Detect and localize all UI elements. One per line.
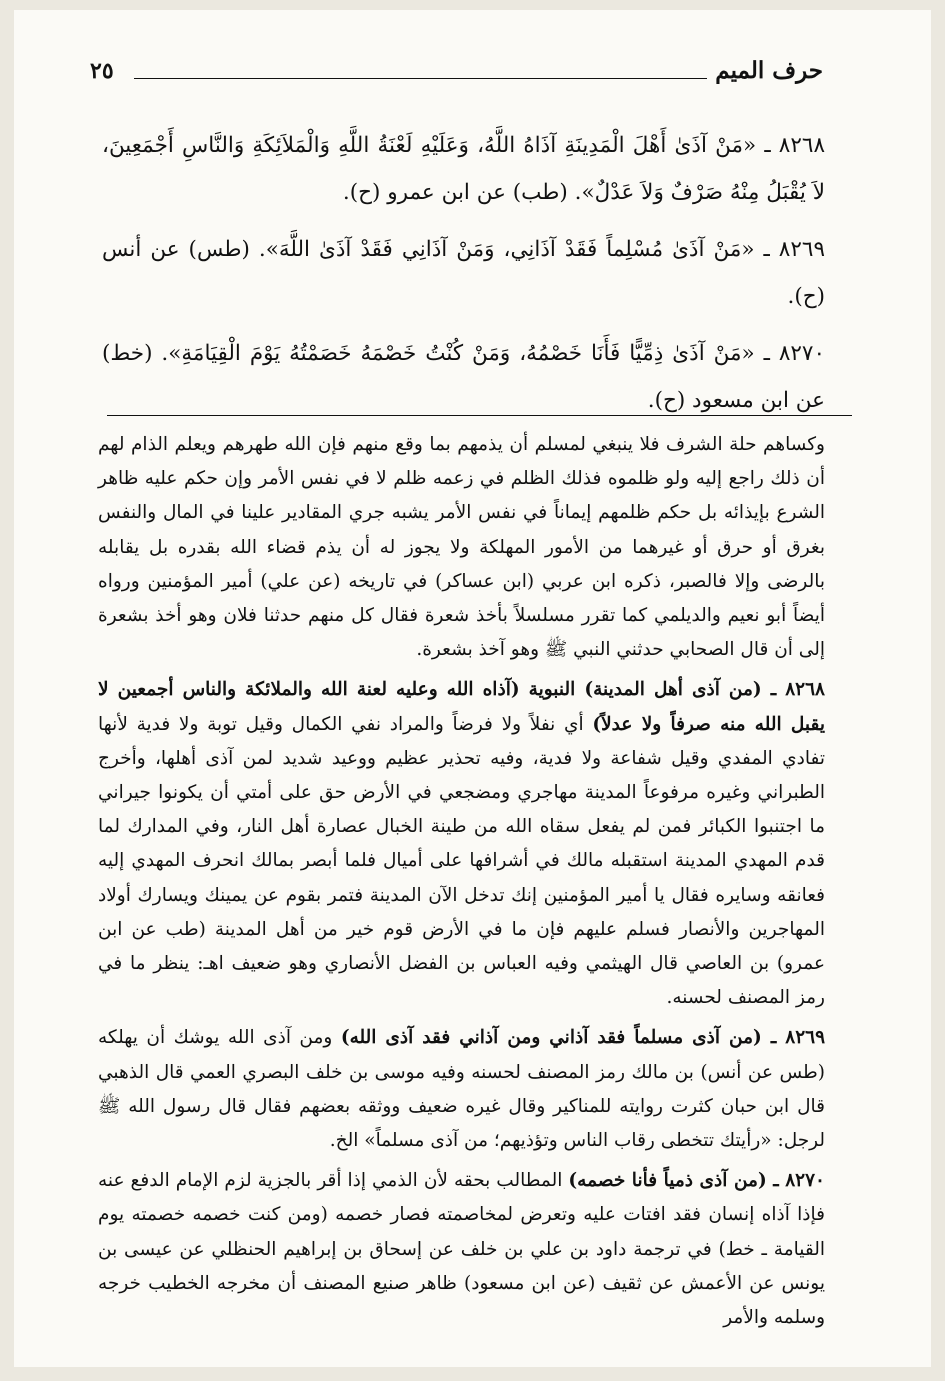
footnote-divider — [107, 415, 852, 416]
commentary-intro: وكساهم حلة الشرف فلا ينبغي لمسلم أن يذمهم بما وقع منهم فإن الله طهرهم ويعلم الذام لهم أن ذلك راجع إليه ولو ظلموه فذلك الظلم في زعمه ظلم لا في نفس الأمر وإن حكم عليه ظاهر الشرع بإيذائه بل حكم ظلمهم إيماناً في نفس الأمر يشبه جري المقادير علينا في المال والنفس بغرق أو حرق أو غيرهما من الأمور المهلكة ولا يجوز له أن يذم قضاء الله بقدره بل يقابله بالرضى وإلا فالصبر، ذكره ابن عربي (ابن عساكر) في تاريخه (عن علي) أمير المؤمنين ورواه أيضاً أبو نعيم والديلمي كما تقرر مسلسلاً بأخذ شعرة فقال كل منهم حدثنا فلان وهو أخذ بشعرة إلى أن قال الصحابي حدثني النبي ﷺ وهو آخذ بشعرة. — [98, 434, 825, 661]
page-number: ٢٥ — [90, 58, 114, 84]
commentary-8269 — [98, 1021, 825, 1158]
hadith-number: ٨٢٦٨ — [778, 133, 825, 158]
commentary-8270 — [98, 1164, 825, 1335]
commentary-heading: ٨٢٦٨ ـ (من آذى أهل المدينة) النبوية (آذاه الله وعليه لعنة الله والملائكة والناس أجمعين لا يقبل الله منه صرفاً ولا عدلاً) — [98, 679, 825, 735]
hadith-number: ٨٢٧٠ — [778, 341, 826, 366]
hadith-list — [102, 122, 825, 424]
commentary-heading: ٨٢٧٠ ـ (من آذى ذمياً فأنا خصمه) — [568, 1170, 825, 1192]
hadith-8270: ٨٢٧٠ ـ «مَنْ آذَىٰ ذِمِّيًّا فَأَنَا خَصْمُهُ، وَمَنْ كُنْتُ خَصْمَهُ خَصَمْتُهُ يَوْمَ الْقِيَامَةِ». (خط) عن ابن مسعود (ح). — [102, 341, 826, 413]
commentary-8268 — [98, 673, 825, 1015]
commentary — [98, 428, 825, 1335]
commentary-body: أي نفلاً ولا فرضاً والمراد نفي الكمال وقيل توبة ولا فدية لأنها تفادي المفدي وقيل شفاعة ولا فدية، وفيه تحذير عظيم ووعيد شديد لمن آذى أهلها، وأخرج الطبراني وغيره مرفوعاً المدينة مهاجري ومضجعي في الأرض حق على أمتي أن يكونوا جيراني ما اجتنبوا الكبائر فمن لم يفعل سقاه الله من طينة الخبال عصارة أهل النار، وفي المدارك لما قدم المهدي المدينة استقبله مالك في أشرافها على أميال فلما أبصر بمالك انحرف المهدي إليه فعانقه وسايره فقال يا أمير المؤمنين إنك تدخل الآن المدينة فتمر بقوم عن يمينك ويسارك أولاد المهاجرين والأنصار فسلم عليهم فإن ما في الأرض قوم خير من أهل المدينة (طب عن ابن عمرو) بن العاصي قال الهيثمي وفيه العباس بن الفضل الأنصاري وهو ضعيف اهـ: ينظر ما في رمز المصنف لحسنه. — [98, 713, 825, 1009]
header-rule — [134, 78, 707, 79]
header-title: حرف الميم — [715, 57, 823, 84]
running-header — [90, 54, 823, 94]
hadith-8269: ٨٢٦٩ ـ «مَنْ آذَىٰ مُسْلِماً فَقَدْ آذَانِي، وَمَنْ آذَانِي فَقَدْ آذَىٰ اللَّهَ». (طس) عن أنس (ح). — [102, 237, 825, 309]
hadith-text: «مَنْ آذَىٰ أَهْلَ الْمَدِينَةِ آذَاهُ اللَّهُ، وَعَلَيْهِ لَعْنَةُ اللَّهِ وَالْمَلاَئِكَةِ وَالنَّاسِ أَجْمَعِينَ، لاَ يُقْبَلُ مِنْهُ صَرْفٌ وَلاَ عَدْلٌ». — [102, 133, 825, 205]
commentary-heading: ٨٢٦٩ ـ (من آذى مسلماً فقد آذاني ومن آذاني فقد آذى الله) — [340, 1027, 826, 1049]
commentary-body: المطالب بحقه لأن الذمي إذا أقر بالجزية لزم الإمام الدفع عنه فإذا آذاه إنسان فقد افتات عليه وتعرض لمخاصمته فصار خصمه (ومن كنت خصمه خصمته يوم القيامة ـ خط) في ترجمة داود بن علي بن خلف عن إسحاق بن إبراهيم الحنظلي عن عيسى بن يونس عن الأعمش عن ثقيف (عن ابن مسعود) ظاهر صنيع المصنف أن مخرجه الخطيب خرجه وسلمه والأمر — [98, 1170, 825, 1329]
hadith-source: (خط) عن ابن مسعود (ح). — [102, 341, 825, 413]
hadith-number: ٨٢٦٩ — [778, 237, 825, 262]
hadith-text: «مَنْ آذَىٰ مُسْلِماً فَقَدْ آذَانِي، وَمَنْ آذَانِي فَقَدْ آذَىٰ اللَّهَ». — [258, 237, 755, 262]
hadith-source: (طس) عن أنس (ح). — [102, 237, 825, 309]
hadith-source: (طب) عن ابن عمرو (ح). — [342, 180, 568, 205]
hadith-text: «مَنْ آذَىٰ ذِمِّيًّا فَأَنَا خَصْمُهُ، وَمَنْ كُنْتُ خَصْمَهُ خَصَمْتُهُ يَوْمَ الْقِيَامَةِ». — [161, 341, 755, 366]
commentary-body: ومن آذى الله يوشك أن يهلكه (طس عن أنس) بن مالك رمز المصنف لحسنه وفيه موسى بن خلف البصري العمي قال الذهبي قال ابن حبان كثرت روايته للمناكير وقال غيره ضعيف ووثقه بعضهم فقال قال رسول الله ﷺ لرجل: «رأيتك تتخطى رقاب الناس وتؤذيهم؛ من آذى مسلماً» الخ. — [98, 1027, 825, 1152]
hadith-8268: ٨٢٦٨ ـ «مَنْ آذَىٰ أَهْلَ الْمَدِينَةِ آذَاهُ اللَّهُ، وَعَلَيْهِ لَعْنَةُ اللَّهِ وَالْمَلاَئِكَةِ وَالنَّاسِ أَجْمَعِينَ، لاَ يُقْبَلُ مِنْهُ صَرْفٌ وَلاَ عَدْلٌ». (طب) عن ابن عمرو (ح). — [102, 133, 825, 205]
